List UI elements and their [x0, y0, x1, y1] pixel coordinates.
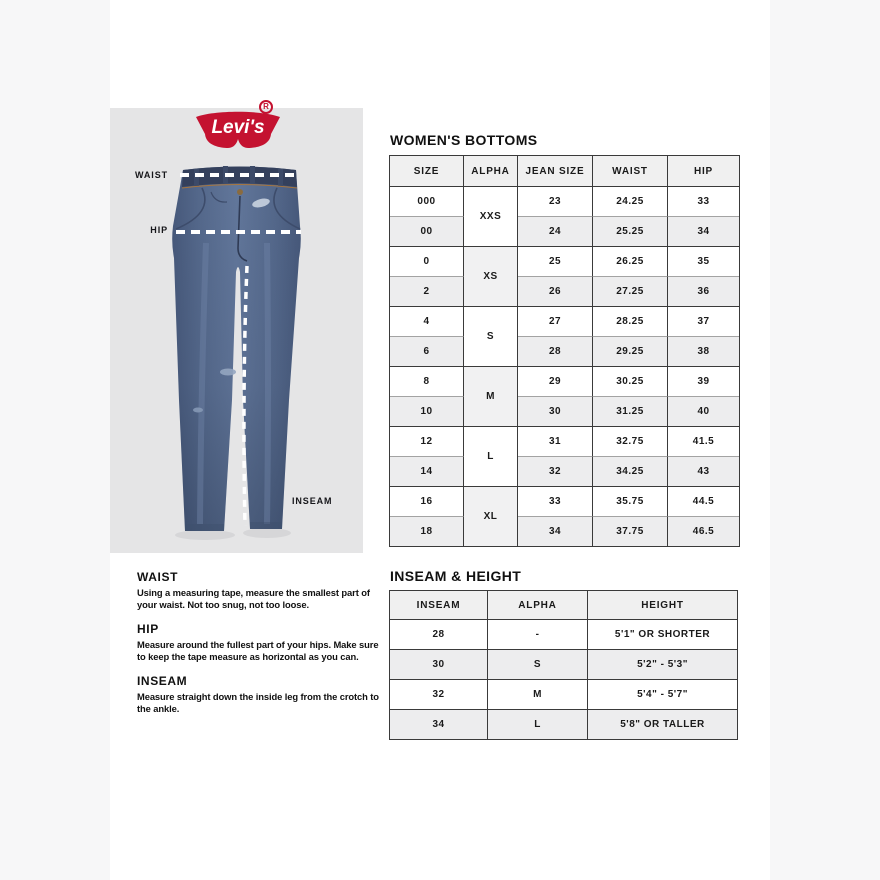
alpha-cell: M: [464, 366, 518, 426]
jean-size-cell: 32: [518, 456, 593, 486]
hip-cell: 38: [668, 336, 739, 366]
waist-diagram-label: WAIST: [135, 170, 168, 180]
alpha-cell: L: [488, 709, 588, 739]
hip-cell: 39: [668, 366, 739, 396]
height-cell: 5'2" - 5'3": [588, 649, 737, 679]
hip-cell: 40: [668, 396, 739, 426]
size-cell: 8: [390, 366, 464, 396]
size-cell: 10: [390, 396, 464, 426]
jean-size-cell: 34: [518, 516, 593, 546]
size-cell: 000: [390, 186, 464, 216]
alpha-cell: L: [464, 426, 518, 486]
hip-cell: 46.5: [668, 516, 739, 546]
alpha-cell: XL: [464, 486, 518, 546]
size-cell: 14: [390, 456, 464, 486]
alpha-cell: S: [488, 649, 588, 679]
column-header: ALPHA: [464, 156, 518, 186]
alpha-cell: S: [464, 306, 518, 366]
guide-waist-heading: WAIST: [137, 570, 178, 584]
hip-diagram-label: HIP: [150, 225, 168, 235]
jean-size-cell: 29: [518, 366, 593, 396]
hip-cell: 41.5: [668, 426, 739, 456]
waist-cell: 30.25: [593, 366, 668, 396]
measuring-guide: [137, 570, 381, 726]
alpha-cell: XS: [464, 246, 518, 306]
jean-size-cell: 25: [518, 246, 593, 276]
jeans-shadow: [243, 528, 291, 538]
hip-cell: 36: [668, 276, 739, 306]
jean-size-cell: 27: [518, 306, 593, 336]
size-cell: 12: [390, 426, 464, 456]
hip-cell: 37: [668, 306, 739, 336]
size-cell: 16: [390, 486, 464, 516]
waist-cell: 34.25: [593, 456, 668, 486]
column-header: HEIGHT: [588, 591, 737, 619]
size-cell: 4: [390, 306, 464, 336]
alpha-cell: -: [488, 619, 588, 649]
column-header: ALPHA: [488, 591, 588, 619]
jean-size-cell: 30: [518, 396, 593, 426]
size-cell: 0: [390, 246, 464, 276]
guide-inseam-heading: INSEAM: [137, 674, 188, 689]
hip-cell: 44.5: [668, 486, 739, 516]
jean-size-cell: 31: [518, 426, 593, 456]
height-cell: 5'1" OR SHORTER: [588, 619, 737, 649]
waist-cell: 27.25: [593, 276, 668, 306]
jeans-shadow: [175, 530, 235, 540]
jean-size-cell: 28: [518, 336, 593, 366]
guide-hip-text: Measure around the fullest part of your hips. Make sure to keep the tape measure as horizontal as you can.: [137, 639, 379, 663]
column-header: HIP: [668, 156, 739, 186]
column-header: SIZE: [390, 156, 464, 186]
waist-cell: 24.25: [593, 186, 668, 216]
inseam-table-title: INSEAM & HEIGHT: [390, 568, 522, 584]
column-header: WAIST: [593, 156, 668, 186]
jean-size-cell: 23: [518, 186, 593, 216]
distress-patch: [220, 369, 236, 376]
waist-cell: 29.25: [593, 336, 668, 366]
waist-cell: 32.75: [593, 426, 668, 456]
waist-cell: 26.25: [593, 246, 668, 276]
inseam-cell: 28: [390, 619, 488, 649]
waist-cell: 37.75: [593, 516, 668, 546]
waist-cell: 31.25: [593, 396, 668, 426]
jeans-diagram-panel: [110, 102, 363, 553]
inseam-height-table: [389, 590, 738, 740]
guide-waist-text: Using a measuring tape, measure the smallest part of your waist. Not too snug, not too loose.: [137, 587, 370, 611]
column-header: JEAN SIZE: [518, 156, 593, 186]
size-cell: 18: [390, 516, 464, 546]
hip-cell: 43: [668, 456, 739, 486]
hip-cell: 35: [668, 246, 739, 276]
jean-size-cell: 26: [518, 276, 593, 306]
bottoms-table-title: WOMEN'S BOTTOMS: [390, 132, 538, 148]
distress-patch: [193, 408, 203, 413]
inseam-diagram-label: INSEAM: [292, 496, 333, 506]
size-cell: 2: [390, 276, 464, 306]
height-cell: 5'8" OR TALLER: [588, 709, 737, 739]
inseam-cell: 30: [390, 649, 488, 679]
alpha-cell: M: [488, 679, 588, 709]
size-cell: 6: [390, 336, 464, 366]
jeans-button: [237, 189, 243, 195]
size-cell: 00: [390, 216, 464, 246]
height-cell: 5'4" - 5'7": [588, 679, 737, 709]
waist-cell: 28.25: [593, 306, 668, 336]
inseam-cell: 32: [390, 679, 488, 709]
hip-cell: 33: [668, 186, 739, 216]
alpha-cell: XXS: [464, 186, 518, 246]
waist-cell: 35.75: [593, 486, 668, 516]
jean-size-cell: 33: [518, 486, 593, 516]
levis-logo: [192, 106, 284, 152]
waist-cell: 25.25: [593, 216, 668, 246]
levis-logo-text: Levi's: [211, 117, 265, 138]
inseam-cell: 34: [390, 709, 488, 739]
guide-inseam-text: Measure straight down the inside leg from the crotch to the ankle.: [137, 691, 379, 715]
womens-bottoms-table: [389, 155, 740, 547]
guide-hip-heading: HIP: [137, 622, 159, 637]
column-header: INSEAM: [390, 591, 488, 619]
jean-size-cell: 24: [518, 216, 593, 246]
registered-trademark-icon: R: [259, 100, 273, 114]
hip-cell: 34: [668, 216, 739, 246]
